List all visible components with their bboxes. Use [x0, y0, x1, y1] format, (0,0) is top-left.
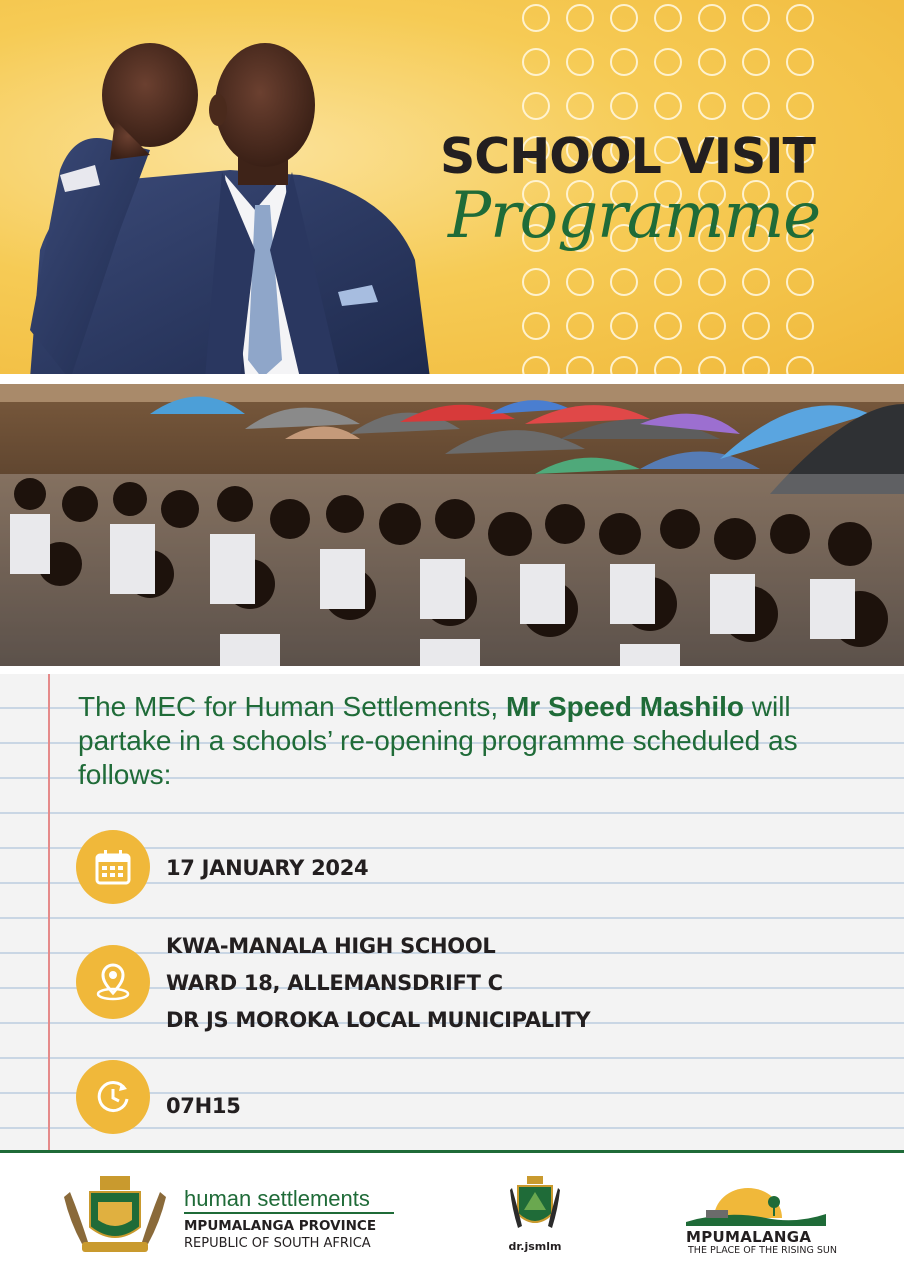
clock-icon: [76, 1060, 150, 1134]
decorative-circle: [566, 268, 594, 296]
mec-name: Mr Speed Mashilo: [505, 691, 744, 722]
decorative-circle: [566, 92, 594, 120]
decorative-circle: [698, 268, 726, 296]
decorative-circle: [698, 48, 726, 76]
intro-text: [78, 690, 878, 792]
decorative-circle: [698, 312, 726, 340]
decorative-circle: [522, 268, 550, 296]
intro-prefix: The MEC for Human Settlements,: [78, 691, 506, 722]
event-time: 07H15: [166, 1094, 241, 1118]
title-block: [440, 128, 860, 253]
mpumalanga-brand-logo: [686, 1184, 826, 1226]
event-venue: [166, 928, 590, 1039]
decorative-circle: [522, 312, 550, 340]
decorative-circle: [566, 48, 594, 76]
calendar-icon: [76, 830, 150, 904]
decorative-circle: [522, 92, 550, 120]
decorative-circle: [654, 92, 682, 120]
decorative-circle: [786, 92, 814, 120]
intro-rest: will partake in a schools’ re-opening programme scheduled as follows:: [78, 691, 798, 790]
decorative-circle: [610, 92, 638, 120]
venue-line-school: KWA-MANALA HIGH SCHOOL: [166, 934, 496, 958]
venue-line-ward: WARD 18, ALLEMANSDRIFT C: [166, 971, 503, 995]
decorative-circle: [698, 92, 726, 120]
mpumalanga-coat-of-arms-logo: [60, 1172, 170, 1260]
decorative-circle: [610, 312, 638, 340]
brand-slogan: THE PLACE OF THE RISING SUN: [688, 1245, 837, 1256]
title-main: SCHOOL VISIT: [440, 128, 815, 185]
location-pin-icon: [76, 945, 150, 1019]
notebook-margin-line: [48, 674, 50, 1150]
province-name: MPUMALANGA PROVINCE: [184, 1218, 377, 1234]
decorative-circle: [566, 312, 594, 340]
decorative-circle: [654, 312, 682, 340]
country-name: REPUBLIC OF SOUTH AFRICA: [184, 1236, 371, 1251]
venue-line-municipality: DR JS MOROKA LOCAL MUNICIPALITY: [166, 1008, 591, 1032]
department-underline: [184, 1212, 394, 1214]
decorative-circle: [742, 92, 770, 120]
decorative-circle: [786, 312, 814, 340]
decorative-circle: [742, 48, 770, 76]
mec-portrait-photo: [0, 0, 440, 378]
decorative-circle: [522, 4, 550, 32]
decorative-circle: [698, 4, 726, 32]
decorative-circle: [742, 4, 770, 32]
header-banner: [0, 0, 904, 378]
decorative-circle: [610, 48, 638, 76]
decorative-circle: [566, 4, 594, 32]
dr-js-moroka-municipality-logo: [510, 1174, 560, 1238]
decorative-circle: [610, 268, 638, 296]
decorative-circle: [786, 4, 814, 32]
decorative-circle: [654, 48, 682, 76]
decorative-circle: [610, 4, 638, 32]
event-date: 17 JANUARY 2024: [166, 856, 369, 880]
decorative-circle: [654, 4, 682, 32]
title-script: Programme: [448, 179, 821, 253]
municipality-logo-text: dr.jsmlm: [508, 1240, 562, 1253]
decorative-circle: [742, 268, 770, 296]
brand-name: MPUMALANGA: [686, 1228, 812, 1246]
decorative-circle: [786, 268, 814, 296]
decorative-circle: [786, 48, 814, 76]
learners-crowd-photo: [0, 384, 904, 666]
department-name: human settlements: [184, 1186, 370, 1211]
decorative-circle: [654, 268, 682, 296]
decorative-circle: [742, 312, 770, 340]
decorative-circle: [522, 48, 550, 76]
